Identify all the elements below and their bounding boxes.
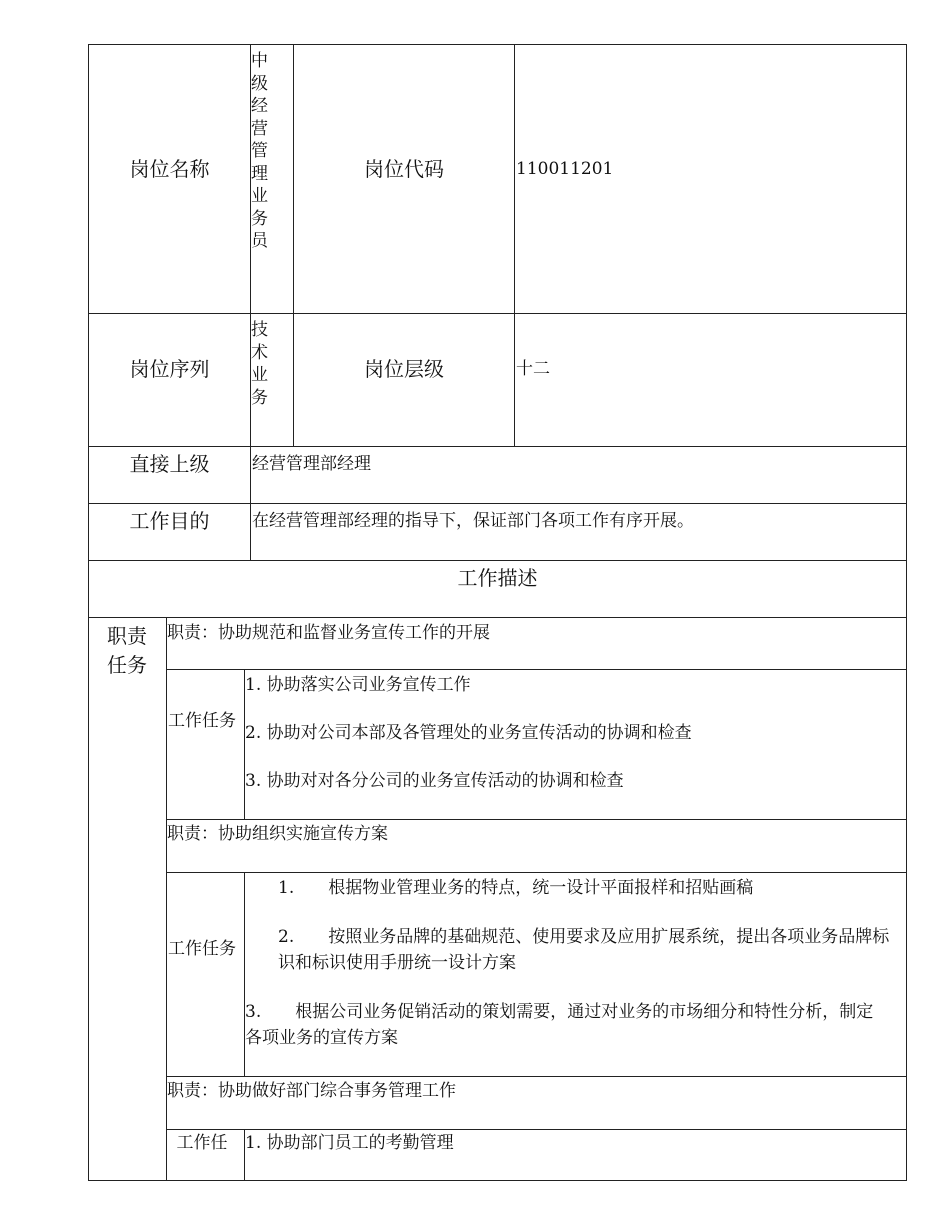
duty-section-label: 职责任务 — [107, 624, 147, 677]
duty-1-title: 职责：协助规范和监督业务宣传工作的开展 — [167, 623, 490, 643]
duty-2-task-label-cell — [166, 872, 245, 1077]
post-code-label: 岗位代码 — [364, 157, 444, 181]
purpose-value: 在经营管理部经理的指导下，保证部门各项工作有序开展。 — [252, 511, 694, 531]
duty-section-label-cell — [88, 617, 167, 1181]
superior-value: 经营管理部经理 — [252, 454, 371, 474]
superior-label: 直接上级 — [129, 452, 210, 476]
duty-3-task-label: 工作任 — [176, 1133, 228, 1153]
post-code-value: 110011201 — [516, 159, 614, 179]
duty-2-task-label: 工作任务 — [168, 939, 236, 959]
post-level-value: 十二 — [516, 359, 550, 379]
duty-2-task-2: 2. 按照业务品牌的基础规范、使用要求及应用扩展系统，提出各项业务品牌标识和标识使用手册统一设计方案 — [278, 927, 890, 973]
duty-2-task-1: 1. 根据物业管理业务的特点，统一设计平面报样和招贴画稿 — [278, 878, 754, 898]
post-level-label: 岗位层级 — [364, 357, 444, 381]
duty-1-task-3: 3. 协助对对各分公司的业务宣传活动的协调和检查 — [245, 771, 624, 791]
purpose-label: 工作目的 — [129, 509, 210, 533]
post-name-label: 岗位名称 — [129, 157, 210, 181]
duty-1-task-label: 工作任务 — [168, 711, 236, 731]
post-series-label: 岗位序列 — [129, 357, 210, 381]
duty-3-task-1: 1. 协助部门员工的考勤管理 — [245, 1133, 454, 1153]
duty-2-task-3: 3. 根据公司业务促销活动的策划需要，通过对业务的市场细分和特性分析，制定各项业务的宣传方案 — [245, 1002, 874, 1048]
post-series-value: 技术业务 — [251, 320, 268, 408]
post-level-value-cell — [514, 313, 907, 447]
description-title: 工作描述 — [457, 566, 538, 590]
duty-1-task-2: 2. 协助对公司本部及各管理处的业务宣传活动的协调和检查 — [245, 723, 692, 743]
duty-1-task-label-cell — [166, 669, 245, 820]
post-name-value: 中级经营管理业务员 — [251, 51, 268, 251]
duty-1-task-1: 1. 协助落实公司业务宣传工作 — [245, 675, 471, 695]
duty-2-title: 职责：协助组织实施宣传方案 — [167, 824, 388, 844]
duty-3-title: 职责：协助做好部门综合事务管理工作 — [167, 1081, 456, 1101]
